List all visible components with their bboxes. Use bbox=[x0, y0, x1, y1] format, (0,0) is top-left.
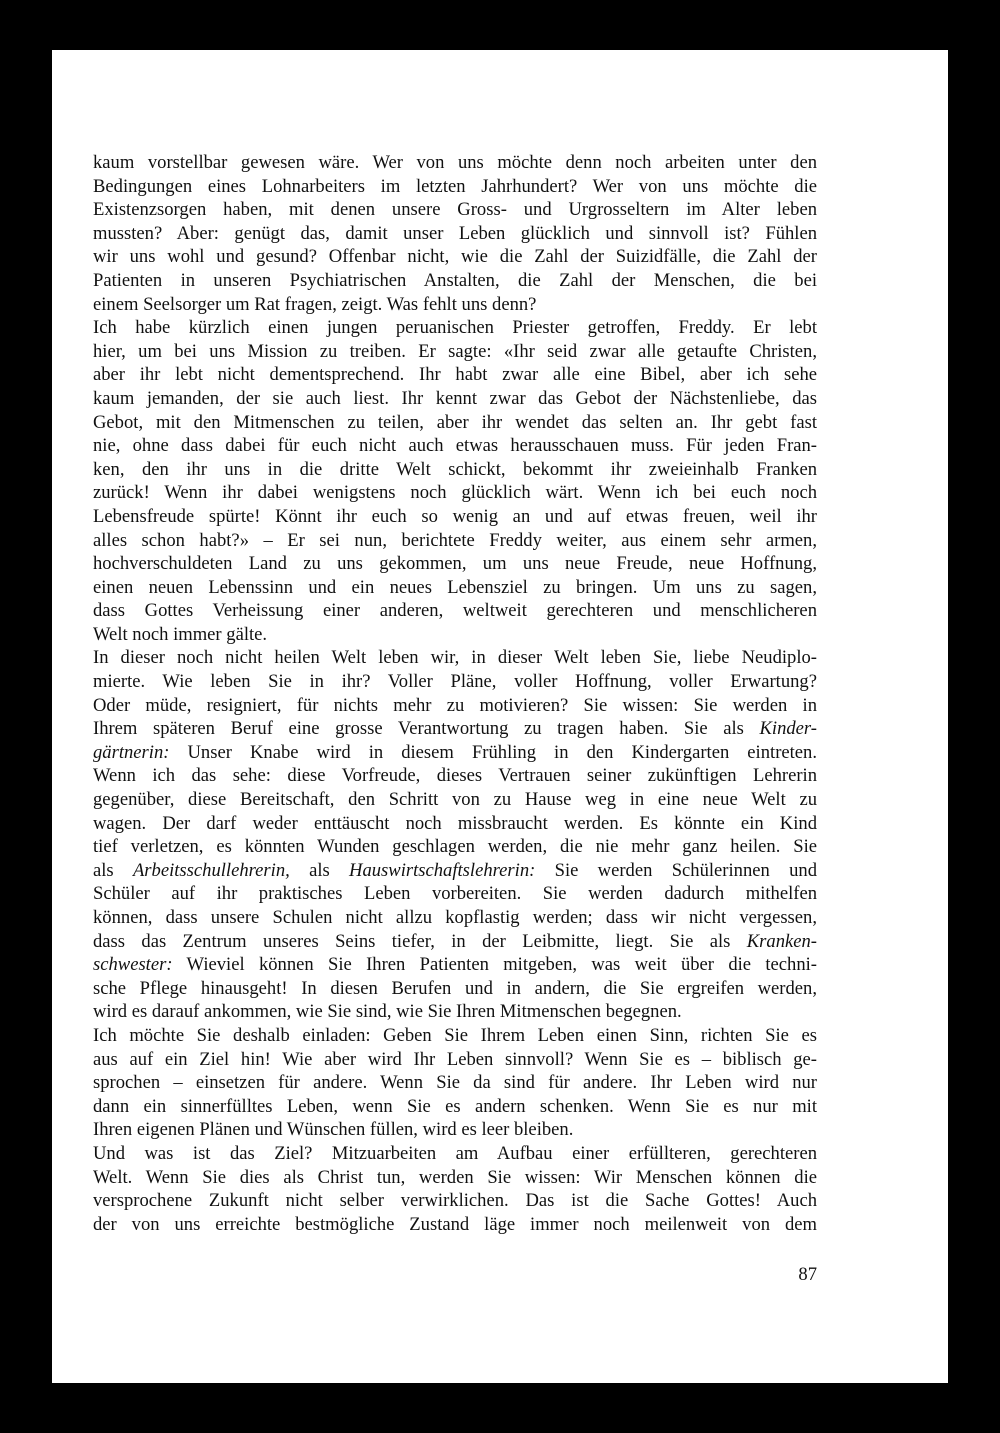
text-line: Oder müde, resigniert, für nichts mehr zu motivieren? Sie wissen: Sie werden in bbox=[93, 694, 817, 716]
text-line: kaum jemanden, der sie auch liest. Ihr kennt zwar das Gebot der Nächstenliebe, das bbox=[93, 387, 817, 409]
text-line: Lebensfreude spürte! Könnt ihr euch so wenig an und auf etwas freuen, weil ihr bbox=[93, 505, 817, 527]
text-line: gegenüber, diese Bereitschaft, den Schritt von zu Hause weg in eine neue Welt zu bbox=[93, 789, 817, 811]
text-line: Ich habe kürzlich einen jungen peruanischen Priester getroffen, Freddy. Er lebt bbox=[93, 317, 817, 339]
text-line: Ihren eigenen Plänen und Wünschen füllen, wird es leer bleiben. bbox=[93, 1119, 574, 1141]
body-text bbox=[93, 151, 817, 1236]
text-line: kaum vorstellbar gewesen wäre. Wer von uns möchte denn noch arbeiten unter den bbox=[93, 152, 817, 173]
text-line: Patienten in unseren Psychiatrischen Anstalten, die Zahl der Menschen, die bei bbox=[93, 269, 817, 291]
text-line: wird es darauf ankommen, wie Sie sind, wie Sie Ihren Mitmenschen begegnen. bbox=[93, 1001, 682, 1023]
text-line: zurück! Wenn ihr dabei wenigstens noch glücklich wärt. Wenn ich bei euch noch bbox=[93, 482, 817, 504]
text-line: hier, um bei uns Mission zu treiben. Er sagte: «Ihr seid zwar alle getaufte Christen, bbox=[93, 340, 817, 362]
text-line: Bedingungen eines Lohnarbeiters im letzten Jahrhundert? Wer von uns möchte die bbox=[93, 175, 817, 197]
text-line: Und was ist das Ziel? Mitzuarbeiten am Aufbau einer erfüllteren, gerechteren bbox=[93, 1142, 817, 1164]
text-line: Welt. Wenn Sie dies als Christ tun, werden Sie wissen: Wir Menschen können die bbox=[93, 1166, 817, 1188]
text-line: können, dass unsere Schulen nicht allzu kopflastig werden; dass wir nicht vergessen, bbox=[93, 907, 817, 928]
text-line: dass Gottes Verheissung einer anderen, weltweit gerechteren und menschlicheren bbox=[93, 600, 817, 622]
text-line: schwester: Wieviel können Sie Ihren Patienten mitgeben, was weit über die techni- bbox=[93, 954, 817, 976]
text-line: aus auf ein Ziel hin! Wie aber wird Ihr Leben sinnvoll? Wenn Sie es – biblisch ge- bbox=[93, 1048, 817, 1070]
text-line: Welt noch immer gälte. bbox=[93, 623, 268, 645]
text-line: mierte. Wie leben Sie in ihr? Voller Pläne, voller Hoffnung, voller Erwartung? bbox=[93, 671, 817, 693]
text-line: aber ihr lebt nicht dementsprechend. Ihr habt zwar alle eine Bibel, aber ich sehe bbox=[93, 364, 817, 386]
text-line: gärtnerin: Unser Knabe wird in diesem Frühling in den Kindergarten eintreten. bbox=[93, 741, 817, 763]
text-line: Ihrem späteren Beruf eine grosse Verantwortung zu tragen haben. Sie als Kinder- bbox=[93, 718, 817, 740]
page-number: 87 bbox=[798, 1264, 817, 1285]
text-line: Gebot, mit den Mitmenschen zu teilen, aber ihr wendet das selten an. Ihr gebt fast bbox=[93, 411, 817, 433]
document-page bbox=[52, 50, 948, 1383]
text-line: nie, ohne dass dabei für euch nicht auch etwas herausschauen muss. Für jeden Fran- bbox=[93, 435, 817, 457]
paragraph bbox=[93, 1024, 817, 1142]
text-line: Ich möchte Sie deshalb einladen: Geben Sie Ihrem Leben einen Sinn, richten Sie es bbox=[93, 1024, 817, 1046]
text-line: einen neuen Lebenssinn und ein neues Lebensziel zu bringen. Um uns zu sagen, bbox=[93, 576, 817, 598]
text-line: Wenn ich das sehe: diese Vorfreude, dieses Vertrauen seiner zukünftigen Lehrerin bbox=[93, 765, 817, 787]
paragraph bbox=[93, 316, 817, 646]
text-line: tief verletzen, es könnten Wunden geschlagen werden, die nie mehr ganz heilen. Sie bbox=[93, 836, 817, 858]
paragraph bbox=[93, 1142, 817, 1236]
text-line: als Arbeitsschullehrerin, als Hauswirtschaftslehrerin: Sie werden Schülerinnen und bbox=[93, 859, 817, 881]
text-line: sprochen – einsetzen für andere. Wenn Sie da sind für andere. Ihr Leben wird nur bbox=[93, 1072, 817, 1094]
text-line: Existenzsorgen haben, mit denen unsere Gross- und Urgrosseltern im Alter leben bbox=[93, 199, 817, 221]
text-line: mussten? Aber: genügt das, damit unser Leben glücklich und sinnvoll ist? Fühlen bbox=[93, 222, 817, 244]
text-line: In dieser noch nicht heilen Welt leben wir, in dieser Welt leben Sie, liebe Neudiplo- bbox=[93, 647, 817, 669]
text-line: sche Pflege hinausgeht! In diesen Berufen und in andern, die Sie ergreifen werden, bbox=[93, 977, 817, 999]
text-line: versprochene Zukunft nicht selber verwirklichen. Das ist die Sache Gottes! Auch bbox=[93, 1190, 817, 1212]
text-line: der von uns erreichte bestmögliche Zustand läge immer noch meilenweit von dem bbox=[93, 1213, 817, 1235]
text-line: ken, den ihr uns in die dritte Welt schickt, bekommt ihr zweieinhalb Franken bbox=[93, 458, 817, 480]
text-line: dass das Zentrum unseres Seins tiefer, in der Leibmitte, liegt. Sie als Kranken- bbox=[93, 930, 817, 952]
text-line: hochverschuldeten Land zu uns gekommen, um uns neue Freude, neue Hoffnung, bbox=[93, 553, 817, 575]
text-line: einem Seelsorger um Rat fragen, zeigt. Was fehlt uns denn? bbox=[93, 293, 537, 315]
text-line: dann ein sinnerfülltes Leben, wenn Sie es andern schenken. Wenn Sie es nur mit bbox=[93, 1095, 817, 1117]
paragraph bbox=[93, 646, 817, 1024]
text-line: wir uns wohl und gesund? Offenbar nicht, wie die Zahl der Suizidfälle, die Zahl der bbox=[93, 246, 817, 268]
text-line: Schüler auf ihr praktisches Leben vorbereiten. Sie werden dadurch mithelfen bbox=[93, 883, 817, 905]
paragraph bbox=[93, 151, 817, 316]
text-line: wagen. Der darf weder enttäuscht noch missbraucht werden. Es könnte ein Kind bbox=[93, 812, 817, 834]
text-line: alles schon habt?» – Er sei nun, berichtete Freddy weiter, aus einem sehr armen, bbox=[93, 529, 817, 551]
